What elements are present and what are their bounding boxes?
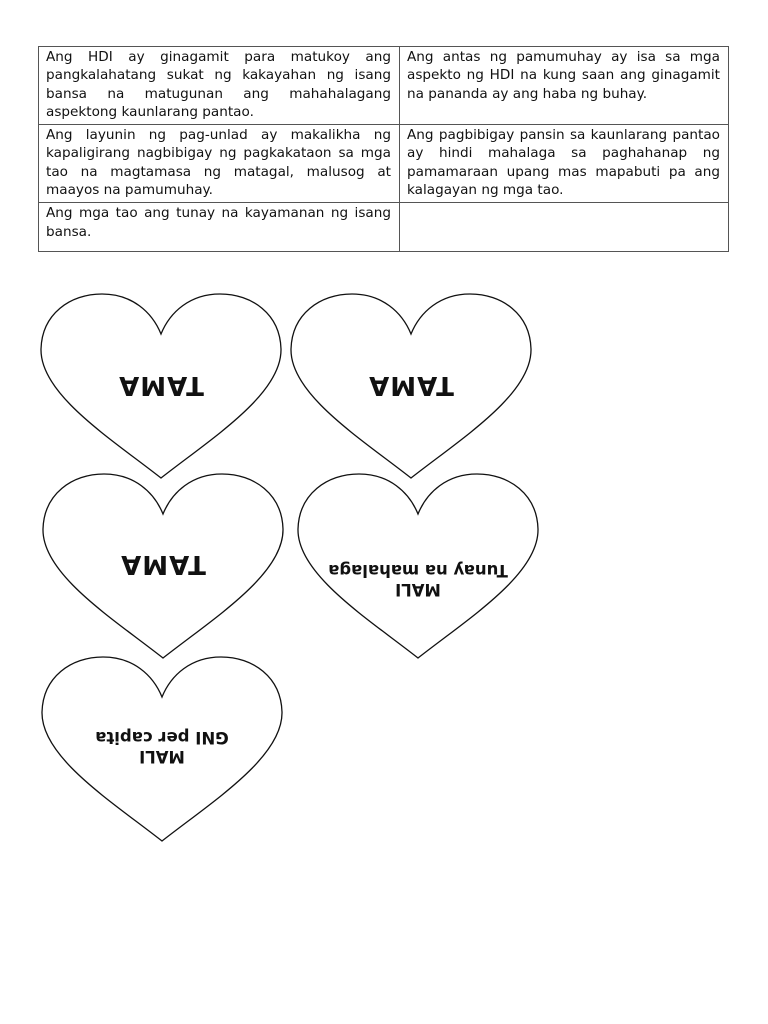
heart-label <box>41 727 283 765</box>
table-row <box>39 125 729 203</box>
heart-label-line2: GNI per capita <box>95 727 229 747</box>
table-cell: Ang antas ng pamumuhay ay isa sa mga aspekto ng HDI na kung saan ang ginagamit na pananda ay ang haba ng buhay. <box>400 47 729 125</box>
table-cell-empty <box>400 203 729 252</box>
heart-card-mali-1 <box>297 474 539 658</box>
heart-label-line2: Tunay na mahalaga <box>328 560 508 580</box>
heart-label-line1: MALI <box>139 746 185 766</box>
table-cell: Ang mga tao ang tunay na kayamanan ng isang bansa. <box>39 203 400 252</box>
table-cell: Ang layunin ng pag-unlad ay makalikha ng kapaligirang nagbibigay ng pagkakataon sa mga tao na magtamasa ng matagal, malusog at maayos na pamumuhay. <box>39 125 400 203</box>
heart-label-line1: TAMA <box>120 548 206 579</box>
heart-card-tama-2 <box>290 294 532 478</box>
table-cell: Ang HDI ay ginagamit para matukoy ang pangkalahatang sukat ng kakayahan ng isang bansa na matugunan ang mahahalagang aspektong kaunlarang pantao. <box>39 47 400 125</box>
table-row <box>39 203 729 252</box>
heart-label <box>40 369 282 399</box>
table-row <box>39 47 729 125</box>
heart-card-mali-2 <box>41 657 283 841</box>
heart-label-line1: MALI <box>395 579 441 599</box>
heart-label <box>297 560 539 598</box>
heart-label <box>290 369 532 399</box>
heart-label-line1: TAMA <box>368 369 454 400</box>
heart-card-tama-3 <box>42 474 284 658</box>
statements-table <box>38 46 729 252</box>
heart-card-tama-1 <box>40 294 282 478</box>
table-cell: Ang pagbibigay pansin sa kaunlarang pantao ay hindi mahalaga sa paghahanap ng pamamaraan upang mas mapabuti pa ang kalagayan ng mga tao. <box>400 125 729 203</box>
heart-label-line1: TAMA <box>118 369 204 400</box>
heart-label <box>42 548 284 578</box>
